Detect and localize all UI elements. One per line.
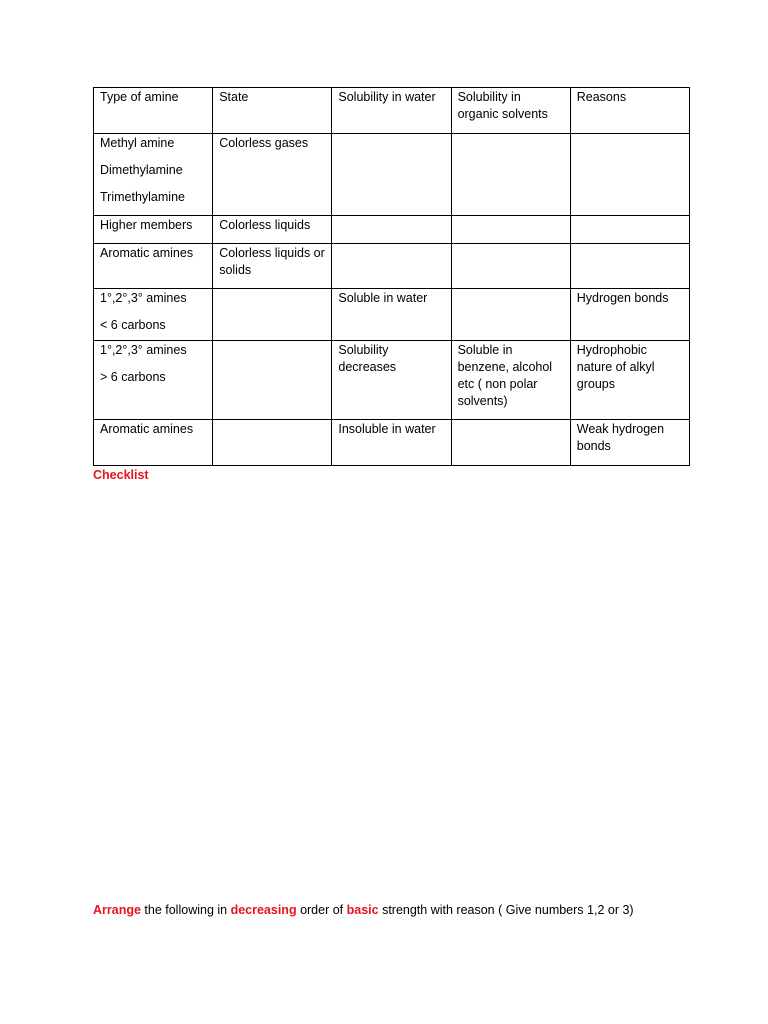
cell-water-solubility	[332, 134, 451, 216]
cell-water-solubility: Insoluble in water	[332, 420, 451, 466]
table-header-row	[94, 88, 690, 134]
cell-type: Aromatic amines	[94, 244, 213, 289]
cell-state: Colorless liquids or solids	[213, 244, 332, 289]
cell-reason	[570, 244, 689, 289]
cell-water-solubility	[332, 244, 451, 289]
cell-organic-solubility	[451, 134, 570, 216]
cell-state: Colorless gases	[213, 134, 332, 216]
table-row	[94, 244, 690, 289]
cell-reason	[570, 216, 689, 244]
header-cell-type: Type of amine	[94, 88, 213, 134]
table-row	[94, 216, 690, 244]
cell-organic-solubility	[451, 289, 570, 341]
cell-organic-solubility	[451, 216, 570, 244]
cell-state	[213, 420, 332, 466]
cell-state	[213, 341, 332, 420]
cell-water-solubility: Soluble in water	[332, 289, 451, 341]
header-cell-water-solubility: Solubility in water	[332, 88, 451, 134]
cell-type: Aromatic amines	[94, 420, 213, 466]
cell-type	[94, 289, 213, 341]
cell-water-solubility: Solubility decreases	[332, 341, 451, 420]
keyword-arrange: Arrange	[93, 903, 141, 917]
cell-type-line: Methyl amine	[100, 136, 175, 150]
cell-type-line: 1°,2°,3° amines	[100, 291, 187, 305]
cell-organic-solubility: Soluble in benzene, alcohol etc ( non polar solvents)	[451, 341, 570, 420]
cell-state	[213, 289, 332, 341]
cell-reason: Hydrophobic nature of alkyl groups	[570, 341, 689, 420]
cell-type-line: Trimethylamine	[100, 190, 185, 204]
question-fragment: order of	[296, 903, 347, 917]
table-row	[94, 420, 690, 466]
cell-reason: Weak hydrogen bonds	[570, 420, 689, 466]
question-fragment: the following in	[140, 903, 231, 917]
cell-type-line: < 6 carbons	[100, 318, 166, 332]
header-cell-reasons: Reasons	[570, 88, 689, 134]
table-row	[94, 341, 690, 420]
cell-state: Colorless liquids	[213, 216, 332, 244]
keyword-decreasing: decreasing	[230, 903, 297, 917]
cell-reason	[570, 134, 689, 216]
table-row	[94, 289, 690, 341]
checklist-heading: Checklist	[93, 468, 149, 482]
cell-organic-solubility	[451, 420, 570, 466]
cell-type	[94, 134, 213, 216]
cell-reason: Hydrogen bonds	[570, 289, 689, 341]
amines-properties-table	[93, 87, 690, 466]
header-cell-organic-solubility: Solubility in organic solvents	[451, 88, 570, 134]
cell-organic-solubility	[451, 244, 570, 289]
cell-type-line: 1°,2°,3° amines	[100, 343, 187, 357]
header-cell-state: State	[213, 88, 332, 134]
cell-type-line: Dimethylamine	[100, 163, 183, 177]
question-fragment: strength with reason ( Give numbers 1,2 or 3)	[378, 903, 634, 917]
cell-type	[94, 341, 213, 420]
question-text	[93, 903, 634, 917]
cell-water-solubility	[332, 216, 451, 244]
table-row	[94, 134, 690, 216]
cell-type-line: > 6 carbons	[100, 370, 166, 384]
cell-type: Higher members	[94, 216, 213, 244]
keyword-basic: basic	[346, 903, 379, 917]
